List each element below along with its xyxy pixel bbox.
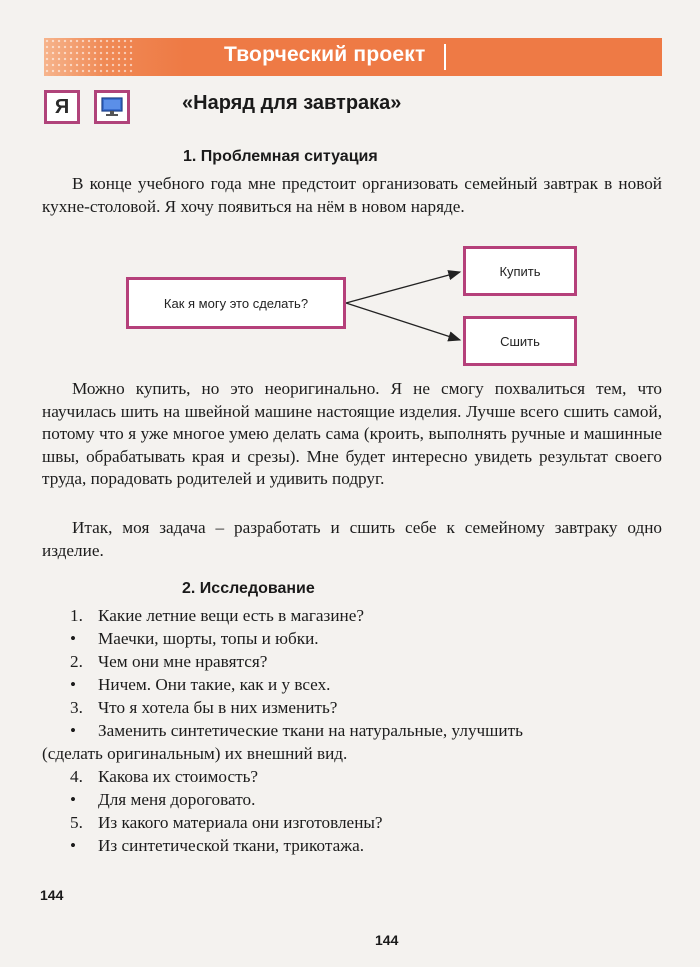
diagram-option-sew: Сшить	[463, 316, 577, 366]
section-1-paragraph-2: Можно купить, но это неоригинально. Я не смогу похвалиться тем, что научилась шить на швейной машине настоящие изделия. Лучше всего сшить самой, потому что я уже многое умею делать сама (кроить, выполнять ручные и машинные швы, обрабатывать края и срезы). Мне будет интересно увидеть результат своего труда, порадовать родителей и удивить подруг.	[42, 379, 662, 489]
list-text: Из какого материала они изготовлены?	[98, 813, 383, 832]
list-mark: •	[70, 836, 77, 855]
list-mark: 3.	[70, 698, 83, 717]
list-mark: 1.	[70, 606, 83, 625]
list-mark: 2.	[70, 652, 83, 671]
section-1-title: 1. Проблемная ситуация	[183, 148, 378, 165]
list-item	[42, 696, 662, 719]
list-text: Маечки, шорты, топы и юбки.	[98, 629, 319, 648]
list-text: Что я хотела бы в них изменить?	[98, 698, 338, 717]
band-title: Творческий проект	[224, 43, 426, 66]
list-mark: •	[70, 675, 77, 694]
list-mark: •	[70, 629, 77, 648]
list-text: Заменить синтетические ткани на натуральные, улучшить	[98, 721, 523, 740]
list-mark: •	[70, 721, 77, 740]
list-item	[42, 673, 662, 696]
list-item	[42, 765, 662, 788]
list-item	[42, 604, 662, 627]
list-item	[42, 650, 662, 673]
list-mark: •	[70, 790, 77, 809]
research-list	[42, 604, 662, 857]
list-item-continuation: (сделать оригинальным) их внешний вид.	[42, 744, 348, 763]
list-item	[42, 627, 662, 650]
diagram-option-buy: Купить	[463, 246, 577, 296]
diagram-question-box: Как я могу это сделать?	[126, 277, 346, 329]
section-1-paragraph: В конце учебного года мне предстоит организовать семейный завтрак в новой кухне-столовой. Я хочу появиться на нём в новом наряде.	[42, 174, 662, 216]
page-number-bottom: 144	[375, 932, 399, 948]
section-2-title: 2. Исследование	[182, 580, 315, 597]
list-mark: 5.	[70, 813, 83, 832]
list-text: Какова их стоимость?	[98, 767, 259, 786]
diagram-arrows	[0, 0, 700, 400]
list-text: Какие летние вещи есть в магазине?	[98, 606, 365, 625]
list-item	[42, 719, 662, 742]
list-text: Из синтетической ткани, трикотажа.	[98, 836, 364, 855]
list-text: Для меня дороговато.	[98, 790, 256, 809]
list-mark: 4.	[70, 767, 83, 786]
list-item	[42, 788, 662, 811]
ya-label: Я	[54, 96, 70, 118]
list-item	[42, 811, 662, 834]
list-text: Чем они мне нравятся?	[98, 652, 268, 671]
list-text: Ничем. Они такие, как и у всех.	[98, 675, 331, 694]
project-title: «Наряд для завтрака»	[182, 92, 402, 114]
list-item	[42, 834, 662, 857]
page-number: 144	[40, 887, 64, 903]
section-1-paragraph-3: Итак, моя задача – разработать и сшить себе к семейному завтраку одно изделие.	[42, 518, 662, 560]
